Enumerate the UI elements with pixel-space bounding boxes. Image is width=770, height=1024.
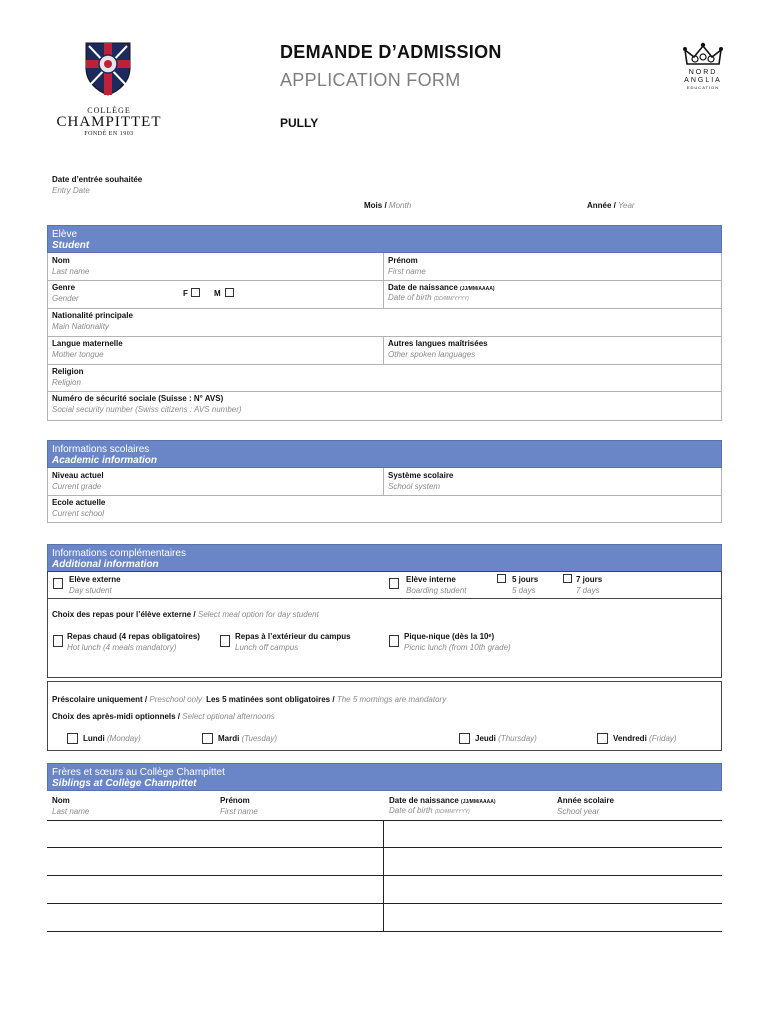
lunch-off-campus-label-en: Lunch off campus — [235, 643, 299, 652]
sibling-row-5[interactable] — [47, 931, 722, 932]
student-heading: Elève — [52, 229, 78, 240]
student-social-security-field[interactable] — [48, 392, 720, 420]
religion-label: Religion — [52, 367, 84, 376]
student-section-header — [47, 225, 722, 253]
additional-heading: Informations complémentaires — [52, 548, 186, 559]
sibling-dob-label-en: Date of birth — [389, 806, 433, 815]
gender-m-label: M — [214, 289, 221, 298]
title-french: DEMANDE D’ADMISSION — [280, 42, 502, 62]
mornings-label: Les 5 matinées sont obligatoires / — [206, 695, 335, 704]
boarding-student-label: Elève interne — [406, 575, 456, 584]
mother-tongue-label-en: Mother tongue — [52, 350, 104, 359]
day-student-label-en: Day student — [69, 586, 112, 595]
monday-option — [83, 734, 141, 744]
grade-label: Niveau actuel — [52, 471, 104, 480]
thursday-option — [475, 734, 537, 744]
siblings-heading: Frères et sœurs au Collège Champittet — [52, 767, 225, 778]
current-school-label-en: Current school — [52, 509, 105, 518]
year-label: Année / — [587, 201, 616, 210]
boarding-options-box — [47, 571, 722, 678]
other-languages-label: Autres langues maîtrisées — [388, 339, 488, 348]
religion-label-en: Religion — [52, 378, 81, 387]
academic-section-header — [47, 440, 722, 468]
sibling-dob-label-row-en — [389, 806, 470, 817]
last-name-label-en: Last name — [52, 267, 90, 276]
tuesday-checkbox[interactable] — [202, 733, 213, 744]
additional-section-header — [47, 544, 722, 572]
current-school-field[interactable] — [48, 496, 720, 522]
current-school-label: Ecole actuelle — [52, 498, 106, 507]
student-first-name-field[interactable] — [384, 254, 720, 280]
meal-option-prompt — [52, 610, 319, 620]
month-label: Mois / — [364, 201, 387, 210]
title-english: APPLICATION FORM — [280, 70, 461, 90]
tuesday-label-en: (Tuesday) — [241, 734, 277, 743]
sibling-dob-format-en: (DD/MM/YYYY) — [434, 809, 470, 815]
tuesday-label: Mardi — [218, 734, 240, 743]
partner-line1: NORD — [688, 69, 718, 76]
school-name: CHAMPITTET — [56, 114, 162, 130]
system-label: Système scolaire — [388, 471, 454, 480]
year-label-en: Year — [618, 201, 635, 210]
boarding-student-label-en: Boarding student — [406, 586, 467, 595]
student-last-name-field[interactable] — [48, 254, 382, 280]
thursday-label: Jeudi — [475, 734, 496, 743]
hot-lunch-checkbox[interactable] — [53, 635, 63, 647]
picnic-lunch-checkbox[interactable] — [389, 635, 399, 647]
afternoons-label: Choix des après-midi optionnels / — [52, 712, 181, 721]
dob-label: Date de naissance — [388, 283, 458, 292]
preschool-label-en: Preschool only — [149, 695, 202, 704]
student-mother-tongue-field[interactable] — [48, 337, 382, 364]
five-days-checkbox[interactable] — [497, 574, 506, 583]
dob-label-en: Date of birth — [388, 293, 432, 302]
sibling-last-name-label-en: Last name — [52, 807, 90, 816]
friday-option — [613, 734, 677, 744]
entry-year-field[interactable] — [587, 201, 635, 211]
preschool-prompt — [52, 695, 446, 705]
tuesday-option — [218, 734, 277, 744]
mornings-label-en: The 5 mornings are mandatory — [336, 695, 447, 704]
student-dob-field[interactable] — [384, 281, 720, 308]
thursday-checkbox[interactable] — [459, 733, 470, 744]
sibling-first-name-label-en: First name — [220, 807, 258, 816]
monday-label: Lundi — [83, 734, 105, 743]
afternoons-prompt — [52, 712, 275, 722]
boarding-student-checkbox[interactable] — [389, 578, 399, 589]
sibling-last-name-label: Nom — [52, 796, 70, 805]
meal-prompt-label-en: Select meal option for day student — [197, 610, 319, 619]
nationality-label-en: Main Nationality — [52, 322, 109, 331]
gender-label: Genre — [52, 283, 76, 292]
nord-anglia-crown-icon — [683, 42, 723, 68]
sibling-dob-label: Date de naissance — [389, 796, 459, 805]
lunch-off-campus-label: Repas à l’extérieur du campus — [235, 632, 351, 641]
meal-prompt-label: Choix des repas pour l’élève externe / — [52, 610, 196, 619]
preschool-label: Préscolaire uniquement / — [52, 695, 148, 704]
gender-f-checkbox[interactable] — [191, 288, 200, 297]
additional-heading-en: Additional information — [52, 559, 159, 570]
school-system-field[interactable] — [384, 469, 720, 495]
thursday-label-en: (Thursday) — [498, 734, 537, 743]
month-label-en: Month — [388, 201, 412, 210]
gender-f-label: F — [183, 289, 188, 298]
gender-label-en: Gender — [52, 294, 79, 303]
hot-lunch-label-en: Hot lunch (4 meals mandatory) — [67, 643, 177, 652]
partner-line3: EDUCATION — [686, 85, 720, 90]
social-security-label: Numéro de sécurité sociale (Suisse : N° AVS) — [52, 394, 224, 403]
student-other-languages-field[interactable] — [384, 337, 720, 364]
sibling-school-year-label-en: School year — [557, 807, 600, 816]
sibling-row-4[interactable] — [47, 903, 722, 904]
first-name-label: Prénom — [388, 256, 418, 265]
current-grade-field[interactable] — [48, 469, 382, 495]
seven-days-checkbox[interactable] — [563, 574, 572, 583]
sibling-first-name-label: Prénom — [220, 796, 250, 805]
academic-heading: Informations scolaires — [52, 444, 150, 455]
sibling-row-1[interactable] — [47, 820, 722, 821]
sibling-dob-format: (JJ/MM/AAAA) — [461, 799, 496, 805]
entry-date-label-en: Entry Date — [52, 186, 90, 195]
friday-label-en: (Friday) — [649, 734, 677, 743]
last-name-label: Nom — [52, 256, 70, 265]
picnic-lunch-label: Pique-nique (dès la 10ᵉ) — [404, 632, 495, 641]
afternoons-label-en: Select optional afternoons — [182, 712, 275, 721]
student-religion-field[interactable] — [48, 365, 720, 391]
day-student-checkbox[interactable] — [53, 578, 63, 589]
gender-m-checkbox[interactable] — [225, 288, 234, 297]
five-days-label: 5 jours — [512, 575, 539, 584]
friday-checkbox[interactable] — [597, 733, 608, 744]
entry-month-field[interactable] — [364, 201, 411, 211]
day-student-label: Elève externe — [69, 575, 121, 584]
entry-date-label: Date d’entrée souhaitée — [52, 175, 143, 184]
dob-format: (JJ/MM/AAAA) — [460, 286, 495, 292]
school-founded: FONDÉ EN 1903 — [84, 131, 134, 137]
sibling-row-2[interactable] — [47, 847, 722, 848]
school-crest — [83, 40, 133, 96]
school-small-label: COLLÈGE — [87, 106, 131, 115]
seven-days-label-en: 7 days — [576, 586, 600, 595]
siblings-heading-en: Siblings at Collège Champittet — [52, 778, 197, 789]
nationality-label: Nationalité principale — [52, 311, 133, 320]
academic-heading-en: Academic information — [52, 455, 158, 466]
friday-label: Vendredi — [613, 734, 647, 743]
system-label-en: School system — [388, 482, 441, 491]
monday-checkbox[interactable] — [67, 733, 78, 744]
dob-format-en: (DD/MM/YYYY) — [433, 296, 469, 302]
student-gender-field — [48, 281, 382, 308]
monday-label-en: (Monday) — [107, 734, 141, 743]
sibling-school-year-label: Année scolaire — [557, 796, 614, 805]
other-languages-label-en: Other spoken languages — [388, 350, 476, 359]
picnic-lunch-label-en: Picnic lunch (from 10th grade) — [404, 643, 511, 652]
campus-label: PULLY — [280, 116, 319, 130]
first-name-label-en: First name — [388, 267, 426, 276]
five-days-label-en: 5 days — [512, 586, 536, 595]
lunch-off-campus-checkbox[interactable] — [220, 635, 230, 647]
social-security-label-en: Social security number (Swiss citizens : AVS number) — [52, 405, 242, 414]
hot-lunch-label: Repas chaud (4 repas obligatoires) — [67, 632, 200, 641]
sibling-row-3[interactable] — [47, 875, 722, 876]
siblings-section-header — [47, 763, 722, 791]
seven-days-label: 7 jours — [576, 575, 603, 584]
partner-line2: ANGLIA — [684, 77, 722, 84]
mother-tongue-label: Langue maternelle — [52, 339, 123, 348]
grade-label-en: Current grade — [52, 482, 102, 491]
student-heading-en: Student — [52, 240, 90, 251]
student-nationality-field[interactable] — [48, 309, 720, 336]
